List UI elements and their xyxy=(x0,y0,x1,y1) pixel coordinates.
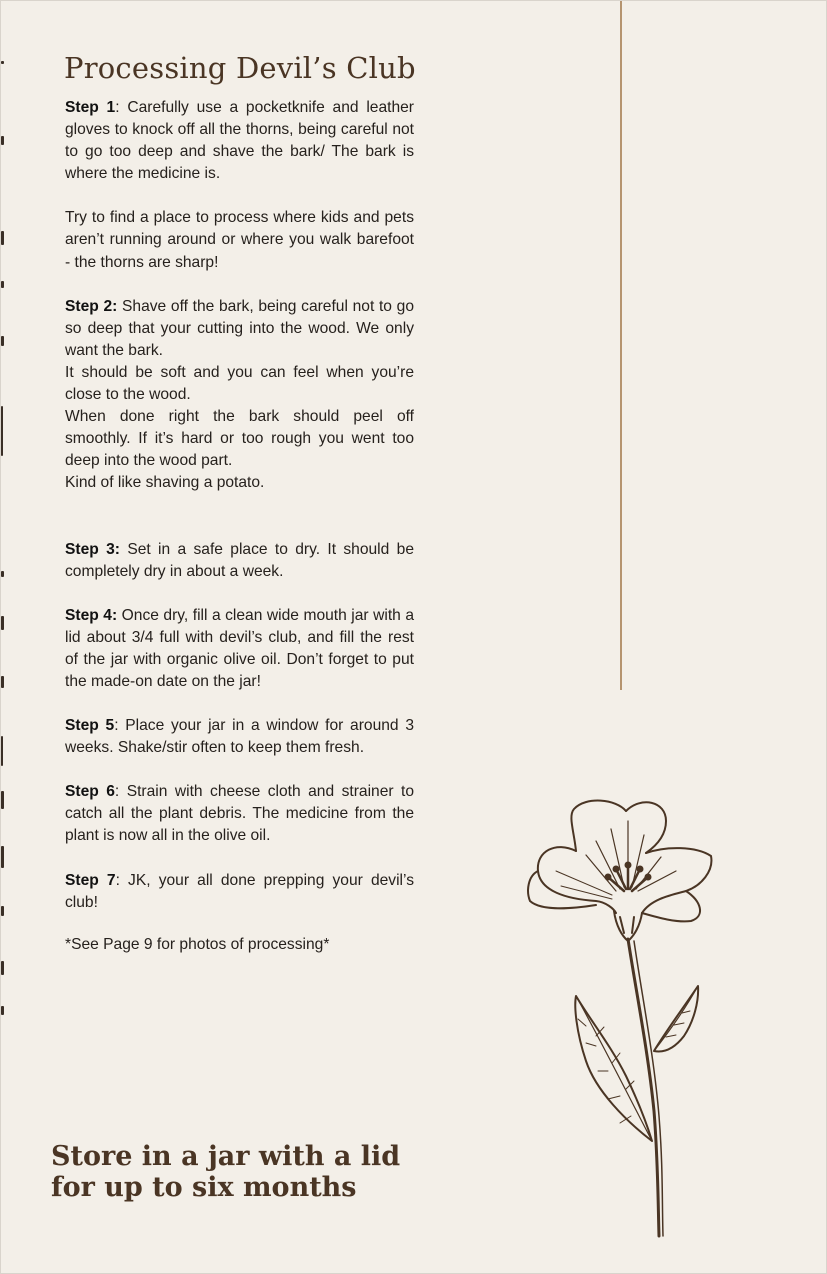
step-label: Step 4: xyxy=(65,606,118,624)
step-text-extra: When done right the bark should peel off smoothly. If it’s hard or too rough you went too deep into the wood part. xyxy=(65,408,414,470)
step-5: Step 5: Place your jar in a window for around 3 weeks. Shake/stir often to keep them fresh. xyxy=(65,717,414,757)
instructions-body xyxy=(65,97,414,978)
tip-text: Try to find a place to process where kids and pets aren’t running around or where you walk barefoot - the thorns are sharp! xyxy=(65,209,414,271)
step-label: Step 7 xyxy=(65,871,116,889)
step-text: Carefully use a pocketknife and leather gloves to knock off all the thorns, being careful not to go too deep and shave the bark/ The bark is where the medicine is. xyxy=(65,99,414,183)
step-2 xyxy=(65,296,414,495)
step-label: Step 2: xyxy=(65,297,118,315)
step-text: Set in a safe place to dry. It should be completely dry in about a week. xyxy=(65,540,414,580)
left-edge-marks xyxy=(1,56,7,1036)
step-label: Step 5 xyxy=(65,717,115,735)
flower-illustration-icon xyxy=(516,791,726,1241)
step-label: Step 3: xyxy=(65,540,120,558)
step-text: Shave off the bark, being careful not to go so deep that your cutting into the wood. We only want the bark. xyxy=(65,297,414,359)
step-label: Step 1 xyxy=(65,99,116,116)
storage-callout-line-1: Store in a jar with a lid xyxy=(51,1141,401,1172)
step-text-extra: It should be soft and you can feel when you’re close to the wood. xyxy=(65,363,414,404)
step-4 xyxy=(65,605,414,693)
step-text: JK, your all done prepping your devil’s club! xyxy=(65,871,414,911)
step-text: Place your jar in a window for around 3 weeks. Shake/stir often to keep them fresh. xyxy=(65,717,414,757)
processing-tip xyxy=(65,207,414,273)
step-label: Step 6 xyxy=(65,783,115,801)
storage-callout-line-2: for up to six months xyxy=(51,1172,357,1203)
photos-note: *See Page 9 for photos of processing* xyxy=(65,935,330,953)
step-text: Once dry, fill a clean wide mouth jar with a lid about 3/4 full with devil’s club, and fill the rest of the jar with organic olive oil. Don’t forget to put the made-on date on the jar! xyxy=(65,606,414,690)
step-text: Strain with cheese cloth and strainer to catch all the plant debris. The medicine from the plant is now all in the olive oil. xyxy=(65,783,415,845)
step-7: Step 7: JK, your all done prepping your devil’s club! xyxy=(65,871,414,911)
step-6: Step 6: Strain with cheese cloth and strainer to catch all the plant debris. The medicine from the plant is now all in the olive oil. xyxy=(65,783,415,845)
step-3 xyxy=(65,539,414,583)
step-text-extra: Kind of like shaving a potato. xyxy=(65,474,265,492)
page-title: Processing Devil’s Club xyxy=(64,51,416,85)
step-1: Step 1: Carefully use a pocketknife and leather gloves to knock off all the thorns, being careful not to go too deep and shave the bark/ The bark is where the medicine is. xyxy=(65,99,414,183)
storage-callout xyxy=(51,1141,400,1203)
divider-line xyxy=(620,1,622,690)
